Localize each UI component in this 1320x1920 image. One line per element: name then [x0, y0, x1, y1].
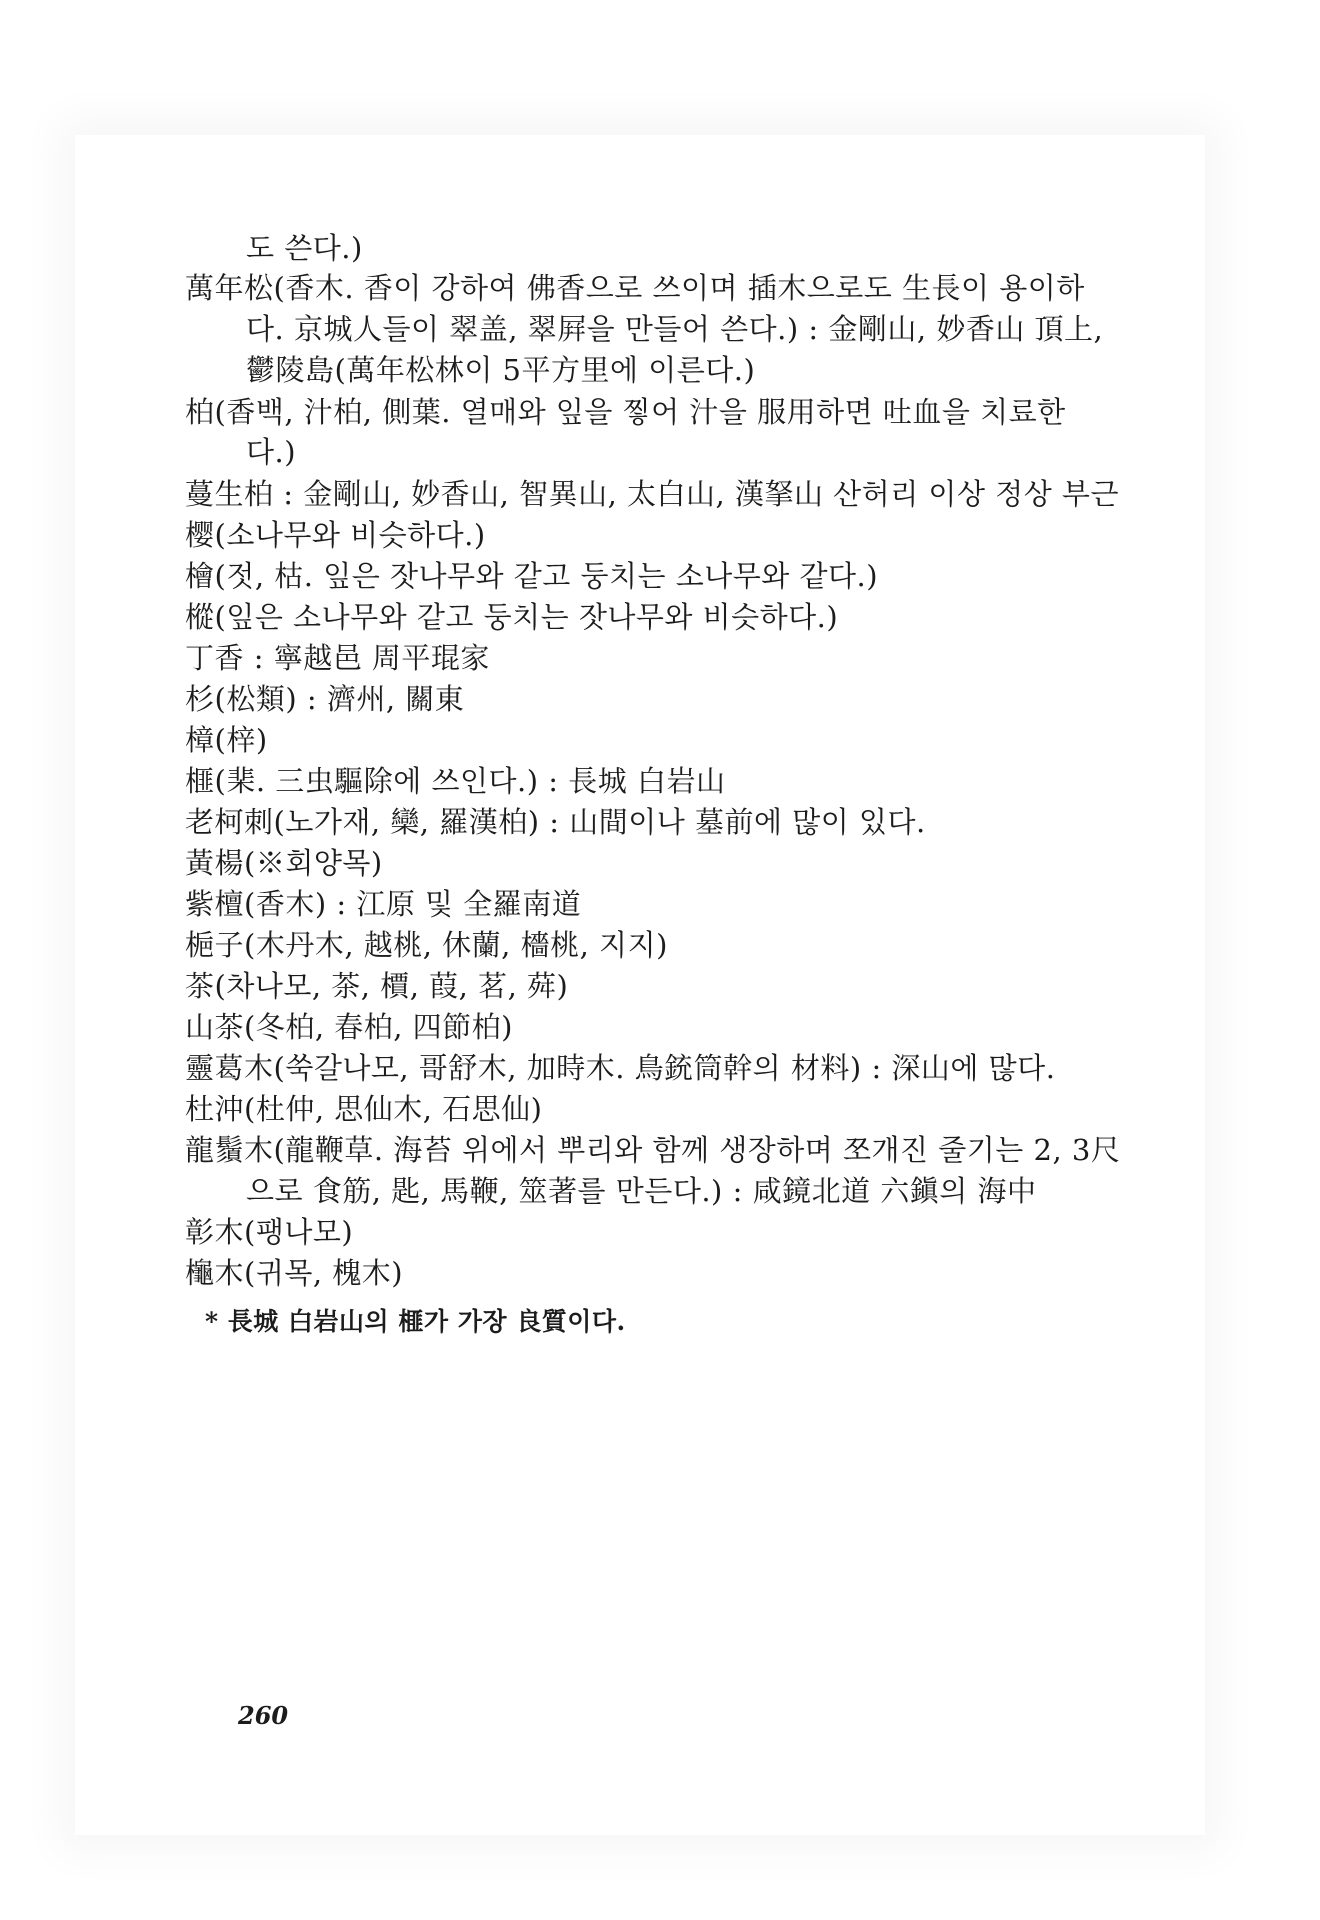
entry-line: 柏(香백, 汁柏, 側葉. 열매와 잎을 찧어 汁을 服用하면 吐血을 치료한 [185, 395, 1066, 429]
footnote: * 長城 白岩山의 榧가 가장 良質이다. [205, 1307, 626, 1336]
entry-line: 蔓生柏 : 金剛山, 妙香山, 智異山, 太白山, 漢拏山 산허리 이상 정상 부근 [185, 477, 1119, 511]
entry-line: 樅(잎은 소나무와 같고 둥치는 잣나무와 비슷하다.) [185, 600, 839, 634]
entry-line: 杉(松類) : 濟州, 關東 [185, 682, 465, 716]
entry-line: 龍鬚木(龍鞭草. 海苔 위에서 뿌리와 함께 생장하며 쪼개진 줄기는 2, 3尺 [185, 1133, 1121, 1167]
continuation-line: 다.) [246, 435, 297, 469]
entry-line: 丁香 : 寧越邑 周平琨家 [185, 641, 490, 675]
continuation-line: 鬱陵島(萬年松林이 5平方里에 이른다.) [246, 353, 756, 387]
continuation-line: 다. 京城人들이 翠盖, 翠屛을 만들어 쓴다.) : 金剛山, 妙香山 頂上, [246, 312, 1104, 346]
entry-line: 萬年松(香木. 香이 강하여 佛香으로 쓰이며 插木으로도 生長이 용이하 [185, 271, 1085, 305]
entry-line: 彰木(팽나모) [185, 1215, 354, 1249]
entry-line: 梔子(木丹木, 越桃, 休蘭, 檣桃, 지지) [185, 928, 668, 962]
entry-line: 黃楊(※회양목) [185, 846, 383, 880]
entry-line: 杜沖(杜仲, 思仙木, 石思仙) [185, 1092, 543, 1126]
entry-line: 櫷木(귀목, 槐木) [185, 1256, 404, 1290]
entry-line: 檜(젓, 枯. 잎은 잣나무와 같고 둥치는 소나무와 같다.) [185, 559, 879, 593]
entry-line: 老柯刺(노가재, 欒, 羅漢柏) : 山間이나 墓前에 많이 있다. [185, 805, 926, 839]
continuation-line: 으로 食筋, 匙, 馬鞭, 筮著를 만든다.) : 咸鏡北道 六鎭의 海中 [246, 1174, 1037, 1208]
entry-line: 靈葛木(쑥갈나모, 哥舒木, 加時木. 鳥銃筒幹의 材料) : 深山에 많다. [185, 1051, 1056, 1085]
text-line: 도 쓴다.) [246, 231, 363, 265]
entry-line: 榧(棐. 三虫驅除에 쓰인다.) : 長城 白岩山 [185, 764, 726, 798]
entry-line: 樱(소나무와 비슷하다.) [185, 518, 486, 552]
entry-line: 山茶(冬柏, 春柏, 四節柏) [185, 1010, 514, 1044]
entry-line: 茶(차나모, 茶, 檟, 葭, 茗, 荈) [185, 969, 569, 1003]
entry-line: 紫檀(香木) : 江原 및 全羅南道 [185, 887, 582, 921]
page-number: 260 [238, 1701, 289, 1730]
entry-line: 樟(梓) [185, 723, 268, 757]
